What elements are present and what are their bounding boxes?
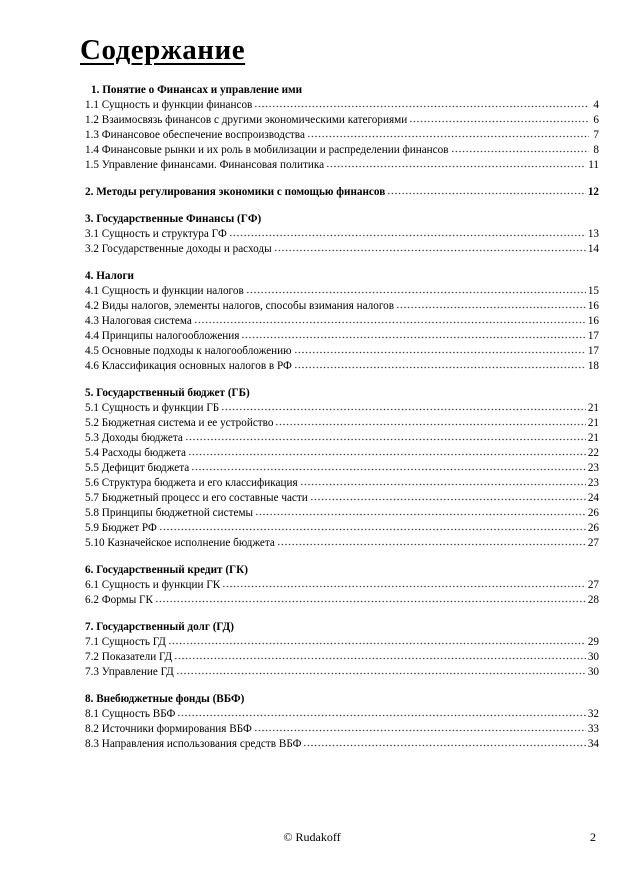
dot-leader (451, 143, 589, 153)
section-heading-label: 8. Внебюджетные фонды (ВБФ) (85, 693, 245, 705)
section-heading[interactable] (85, 83, 599, 98)
toc-entry-label: 8.3 Направления использования средств ВБФ (85, 738, 302, 750)
toc-entry-page: 11 (588, 159, 599, 171)
toc-entry-page: 18 (587, 360, 599, 372)
section-heading[interactable] (85, 212, 599, 227)
toc-entry-label: 5.6 Структура бюджета и его классификация (85, 477, 298, 489)
section-heading[interactable] (85, 563, 599, 578)
toc-entry-label: 5.4 Расходы бюджета (85, 447, 186, 459)
toc-section (85, 563, 599, 608)
dot-leader (155, 593, 586, 603)
toc-entry[interactable] (85, 578, 599, 593)
toc-entry[interactable] (85, 461, 599, 476)
toc-entry-label: 4.5 Основные подходы к налогообложению (85, 345, 292, 357)
toc-entry[interactable] (85, 344, 599, 359)
toc-entry-page: 30 (587, 666, 599, 678)
section-heading-page: 12 (587, 186, 599, 198)
dot-leader (409, 113, 589, 123)
dot-leader (185, 431, 586, 441)
toc-entry-label: 3.1 Сущность и структура ГФ (85, 228, 227, 240)
toc-entry-label: 8.1 Сущность ВБФ (85, 708, 176, 720)
toc-entry-label: 5.1 Сущность и функции ГБ (85, 402, 220, 414)
toc-entry-label: 1.3 Финансовое обеспечение воспроизводства (85, 129, 305, 141)
dot-leader (277, 536, 586, 546)
toc-entry-page: 21 (587, 417, 599, 429)
toc-section (85, 692, 599, 752)
dot-leader (396, 299, 586, 309)
toc-entry[interactable] (85, 722, 599, 737)
toc-entry[interactable] (85, 359, 599, 374)
toc-section (85, 620, 599, 680)
toc-entry-label: 3.2 Государственные доходы и расходы (85, 243, 272, 255)
toc-entry[interactable] (85, 707, 599, 722)
dot-leader (294, 359, 586, 369)
toc-entry[interactable] (85, 401, 599, 416)
dot-leader (246, 284, 586, 294)
dot-leader (255, 506, 586, 516)
toc-entry-page: 16 (587, 300, 599, 312)
toc-entry[interactable] (85, 635, 599, 650)
toc-section (85, 386, 599, 551)
toc-entry[interactable] (85, 314, 599, 329)
toc-entry-label: 5.3 Доходы бюджета (85, 432, 183, 444)
toc-section (85, 269, 599, 374)
toc-entry[interactable] (85, 431, 599, 446)
dot-leader (168, 635, 586, 645)
dot-leader (241, 329, 585, 339)
toc-entry-label: 5.2 Бюджетная система и ее устройство (85, 417, 274, 429)
toc-entry-page: 14 (587, 243, 599, 255)
dot-leader (194, 314, 586, 324)
toc-entry-label: 6.1 Сущность и функции ГК (85, 579, 221, 591)
footer-page-number: 2 (590, 830, 596, 844)
toc-entry-page: 21 (587, 402, 599, 414)
toc-entry-page: 29 (587, 636, 599, 648)
toc-entry-page: 23 (587, 477, 599, 489)
section-heading-label: 3. Государственные Финансы (ГФ) (85, 213, 262, 225)
toc-entry-label: 5.5 Дефицит бюджета (85, 462, 190, 474)
toc-entry-page: 33 (587, 723, 599, 735)
toc-entry-label: 1.2 Взаимосвязь финансов с другими экономическими категориями (85, 114, 408, 126)
section-heading[interactable] (85, 185, 599, 200)
toc-entry-page: 17 (587, 330, 599, 342)
toc-entry-page: 26 (587, 522, 599, 534)
toc-entry[interactable] (85, 128, 599, 143)
dot-leader (222, 578, 586, 588)
toc-entry[interactable] (85, 416, 599, 431)
section-heading-label: 6. Государственный кредит (ГК) (85, 564, 248, 576)
toc-entry[interactable] (85, 650, 599, 665)
dot-leader (310, 491, 586, 501)
toc-entry[interactable] (85, 506, 599, 521)
dot-leader (275, 416, 585, 426)
toc-entry-page: 32 (587, 708, 599, 720)
toc-entry-page: 13 (587, 228, 599, 240)
toc-section (85, 83, 599, 173)
toc-entry-page: 28 (587, 594, 599, 606)
toc-entry-page: 7 (593, 129, 599, 141)
toc-entry-page: 27 (587, 537, 599, 549)
toc-entry-label: 1.4 Финансовые рынки и их роль в мобилизации и распределении финансов (85, 144, 449, 156)
toc-entry[interactable] (85, 446, 599, 461)
toc-entry-label: 6.2 Формы ГК (85, 594, 153, 606)
dot-leader (221, 401, 586, 411)
section-heading[interactable] (85, 386, 599, 401)
toc-entry[interactable] (85, 476, 599, 491)
toc-entry-label: 5.7 Бюджетный процесс и его составные части (85, 492, 308, 504)
toc-entry-label: 5.8 Принципы бюджетной системы (85, 507, 254, 519)
footer-copyright: © Rudakoff (283, 830, 341, 844)
toc-entry-page: 30 (587, 651, 599, 663)
toc-entry-label: 5.10 Казначейское исполнение бюджета (85, 537, 275, 549)
toc-entry-page: 23 (587, 462, 599, 474)
dot-leader (294, 344, 586, 354)
toc-entry[interactable] (85, 284, 599, 299)
toc-entry-label: 1.5 Управление финансами. Финансовая политика (85, 159, 325, 171)
toc-entry[interactable] (85, 593, 599, 608)
toc-entry[interactable] (85, 98, 599, 113)
table-of-contents (85, 83, 599, 752)
section-heading[interactable] (85, 692, 599, 707)
dot-leader (326, 158, 586, 168)
dot-leader (274, 242, 586, 252)
toc-entry-label: 5.9 Бюджет РФ (85, 522, 157, 534)
dot-leader (188, 446, 586, 456)
toc-entry-page: 26 (587, 507, 599, 519)
dot-leader (300, 476, 586, 486)
toc-entry-label: 7.2 Показатели ГД (85, 651, 173, 663)
dot-leader (229, 227, 586, 237)
section-heading-label: 4. Налоги (85, 270, 134, 282)
toc-entry-page: 22 (587, 447, 599, 459)
dot-leader (254, 98, 589, 108)
dot-leader (387, 185, 586, 195)
toc-entry-page: 17 (587, 345, 599, 357)
toc-entry-page: 34 (587, 738, 599, 750)
toc-entry-page: 21 (587, 432, 599, 444)
section-heading-label: 1. Понятие о Финансах и управление ими (91, 84, 303, 96)
dot-leader (159, 521, 586, 531)
toc-entry[interactable] (85, 143, 599, 158)
dot-leader (177, 707, 585, 717)
toc-entry-page: 6 (593, 114, 599, 126)
toc-entry-label: 1.1 Сущность и функции финансов (85, 99, 253, 111)
section-heading-label: 7. Государственный долг (ГД) (85, 621, 234, 633)
section-heading[interactable] (85, 269, 599, 284)
toc-entry-label: 4.6 Классификация основных налогов в РФ (85, 360, 292, 372)
toc-entry[interactable] (85, 299, 599, 314)
toc-entry-page: 16 (587, 315, 599, 327)
toc-entry-label: 4.4 Принципы налогообложения (85, 330, 240, 342)
page-title: Содержание (80, 34, 246, 66)
dot-leader (191, 461, 586, 471)
dot-leader (307, 128, 589, 138)
toc-entry[interactable] (85, 113, 599, 128)
toc-entry[interactable] (85, 665, 599, 680)
toc-entry-label: 4.1 Сущность и функции налогов (85, 285, 244, 297)
toc-entry-page: 24 (587, 492, 599, 504)
toc-entry[interactable] (85, 491, 599, 506)
toc-entry[interactable] (85, 227, 599, 242)
toc-entry[interactable] (85, 737, 599, 752)
section-heading[interactable] (85, 620, 599, 635)
toc-entry-page: 8 (593, 144, 599, 156)
toc-entry[interactable] (85, 329, 599, 344)
toc-entry[interactable] (85, 242, 599, 257)
toc-entry-page: 27 (587, 579, 599, 591)
toc-entry-label: 4.2 Виды налогов, элементы налогов, способы взимания налогов (85, 300, 395, 312)
toc-entry-page: 15 (587, 285, 599, 297)
toc-section (85, 185, 599, 200)
dot-leader (174, 650, 586, 660)
toc-section (85, 212, 599, 257)
section-heading-label: 5. Государственный бюджет (ГБ) (85, 387, 250, 399)
dot-leader (176, 665, 586, 675)
toc-entry[interactable] (85, 158, 599, 173)
toc-entry-label: 7.3 Управление ГД (85, 666, 174, 678)
dot-leader (254, 722, 586, 732)
dot-leader (303, 737, 585, 747)
toc-entry[interactable] (85, 536, 599, 551)
toc-entry-page: 4 (593, 99, 599, 111)
toc-entry[interactable] (85, 521, 599, 536)
toc-entry-label: 4.3 Налоговая система (85, 315, 192, 327)
toc-entry-label: 7.1 Сущность ГД (85, 636, 166, 648)
toc-entry-label: 8.2 Источники формирования ВБФ (85, 723, 252, 735)
section-heading-label: 2. Методы регулирования экономики с помощью финансов (85, 186, 386, 198)
